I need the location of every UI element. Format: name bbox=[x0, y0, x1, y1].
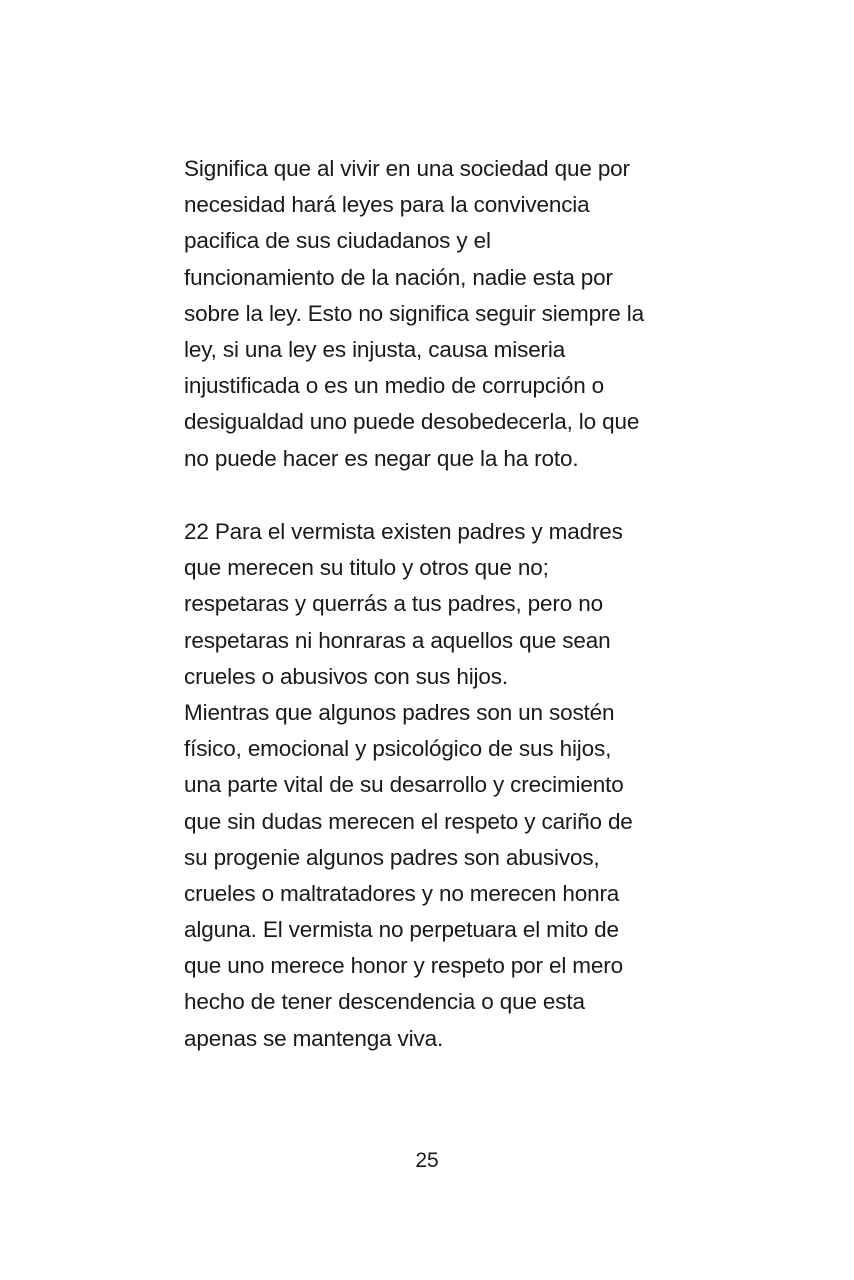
text-line: funcionamiento de la nación, nadie esta por bbox=[184, 264, 613, 290]
text-line: físico, emocional y psicológico de sus hijos, bbox=[184, 736, 612, 762]
text-line: respetaras y querrás a tus padres, pero no bbox=[184, 591, 603, 617]
text-line: pacifica de sus ciudadanos y el bbox=[184, 228, 491, 254]
text-line: sobre la ley. Esto no significa seguir siempre la bbox=[184, 300, 644, 326]
text-line: desigualdad uno puede desobedecerla, lo que bbox=[184, 409, 640, 435]
page-number: 25 bbox=[415, 1149, 439, 1172]
text-line: que uno merece honor y respeto por el mero bbox=[184, 953, 623, 979]
paragraph-law bbox=[184, 151, 684, 477]
text-line: apenas se mantenga viva. bbox=[184, 1025, 444, 1051]
text-line: una parte vital de su desarrollo y crecimiento bbox=[184, 772, 624, 798]
text-line: 22 Para el vermista existen padres y madres bbox=[184, 519, 623, 544]
text-line: Mientras que algunos padres son un sostén bbox=[184, 699, 615, 725]
text-line: necesidad hará leyes para la convivencia bbox=[184, 192, 590, 218]
text-line: alguna. El vermista no perpetuara el mito de bbox=[184, 917, 619, 943]
text-line: injustificada o es un medio de corrupción o bbox=[184, 373, 605, 399]
text-line: crueles o maltratadores y no merecen honra bbox=[184, 880, 620, 906]
text-line: respetaras ni honraras a aquellos que sean bbox=[184, 627, 611, 653]
text-line: ley, si una ley es injusta, causa miseria bbox=[184, 336, 566, 362]
text-line: no puede hacer es negar que la ha roto. bbox=[184, 445, 579, 471]
text-line: que sin dudas merecen el respeto y cariño de bbox=[184, 808, 633, 834]
text-line: su progenie algunos padres son abusivos, bbox=[184, 844, 600, 870]
text-line: hecho de tener descendencia o que esta bbox=[184, 989, 585, 1015]
paragraph-parents bbox=[184, 514, 684, 1057]
text-line: Significa que al vivir en una sociedad que por bbox=[184, 156, 630, 181]
text-line: crueles o abusivos con sus hijos. bbox=[184, 663, 508, 689]
text-line: que merecen su titulo y otros que no; bbox=[184, 555, 549, 581]
